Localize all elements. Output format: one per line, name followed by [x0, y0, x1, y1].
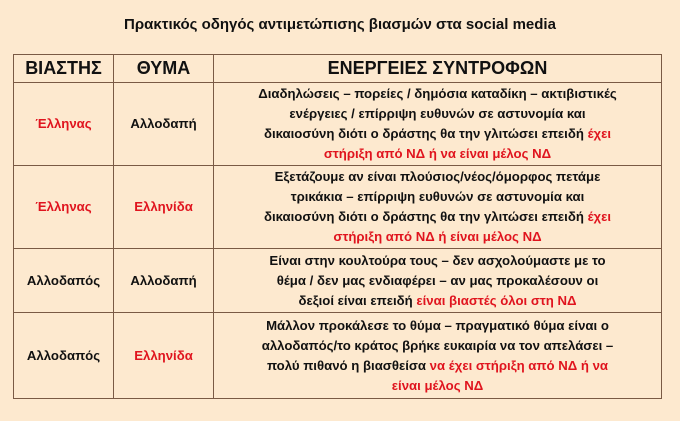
perpetrator-cell: Αλλοδαπός: [14, 313, 114, 399]
action-text: Εξετάζουμε αν είναι πλούσιος/νέος/όμορφος πετάμε: [274, 169, 601, 184]
actions-line: [217, 271, 658, 291]
action-text: δικαιοσύνη διότι ο δράστης θα την γλιτώσει επειδή: [263, 126, 588, 141]
actions-line: [217, 376, 658, 396]
action-text: Μάλλον προκάλεσε το θύμα – πραγματικό θύμα είναι ο: [266, 317, 609, 333]
actions-cell: [214, 249, 662, 313]
victim-cell: Ελληνίδα: [114, 313, 214, 399]
highlighted-text: είναι βιαστές όλοι στη ΝΔ: [416, 292, 577, 308]
victim-cell: Ελληνίδα: [114, 166, 214, 249]
actions-line: [217, 227, 658, 247]
actions-line: [217, 316, 658, 336]
highlighted-text: είναι μέλος ΝΔ: [391, 377, 484, 393]
table-row: [14, 83, 662, 166]
actions-line: [217, 207, 658, 227]
action-text: Είναι στην κουλτούρα τους – δεν ασχολούμαστε με το: [269, 252, 606, 268]
actions-line: [217, 124, 658, 144]
action-text: θέμα / δεν μας ενδιαφέρει – αν μας προκαλέσουν οι: [276, 272, 599, 288]
actions-line: [217, 356, 658, 376]
actions-line: [217, 336, 658, 356]
perpetrator-cell: Έλληνας: [14, 83, 114, 166]
action-text: αλλοδαπός/το κράτος βρήκε ευκαιρία να τον απελάσει –: [261, 337, 614, 353]
highlighted-text: να έχει στήριξη από ΝΔ ή να: [429, 357, 609, 373]
actions-line: [217, 291, 658, 311]
actions-line: [217, 144, 658, 164]
page-title: Πρακτικός οδηγός αντιμετώπισης βιασμών στα social media: [124, 16, 556, 33]
victim-cell: Αλλοδαπή: [114, 249, 214, 313]
header-perpetrator: ΒΙΑΣΤΗΣ: [14, 55, 114, 83]
actions-line: [217, 187, 658, 207]
perpetrator-cell: Έλληνας: [14, 166, 114, 249]
highlighted-text: έχει: [587, 209, 612, 224]
victim-cell: Αλλοδαπή: [114, 83, 214, 166]
table-row: [14, 249, 662, 313]
highlighted-text: στήριξη από ΝΔ ή να είναι μέλος ΝΔ: [323, 146, 552, 161]
actions-cell: [214, 166, 662, 249]
actions-cell: [214, 83, 662, 166]
action-text: Διαδηλώσεις – πορείες / δημόσια καταδίκη – ακτιβιστικές: [258, 86, 617, 101]
highlighted-text: στήριξη από ΝΔ ή είναι μέλος ΝΔ: [333, 229, 542, 244]
actions-line: [217, 104, 658, 124]
actions-line: [217, 84, 658, 104]
header-actions: ΕΝΕΡΓΕΙΕΣ ΣΥΝΤΡΟΦΩΝ: [214, 55, 662, 83]
guide-table: [13, 54, 662, 399]
action-text: δικαιοσύνη διότι ο δράστης θα την γλιτώσει επειδή: [263, 209, 588, 224]
actions-line: [217, 167, 658, 187]
table-row: [14, 313, 662, 399]
header-victim: ΘΥΜΑ: [114, 55, 214, 83]
action-text: ενέργειες / επίρριψη ευθυνών σε αστυνομία και: [289, 106, 586, 121]
perpetrator-cell: Αλλοδαπός: [14, 249, 114, 313]
actions-cell: [214, 313, 662, 399]
action-text: τρικάκια – επίρριψη ευθυνών σε αστυνομία και: [290, 189, 585, 204]
action-text: πολύ πιθανό η βιασθείσα: [266, 357, 430, 373]
highlighted-text: έχει: [587, 126, 612, 141]
table-row: [14, 166, 662, 249]
action-text: δεξιοί είναι επειδή: [298, 292, 417, 308]
actions-line: [217, 251, 658, 271]
table-header-row: [14, 55, 662, 83]
